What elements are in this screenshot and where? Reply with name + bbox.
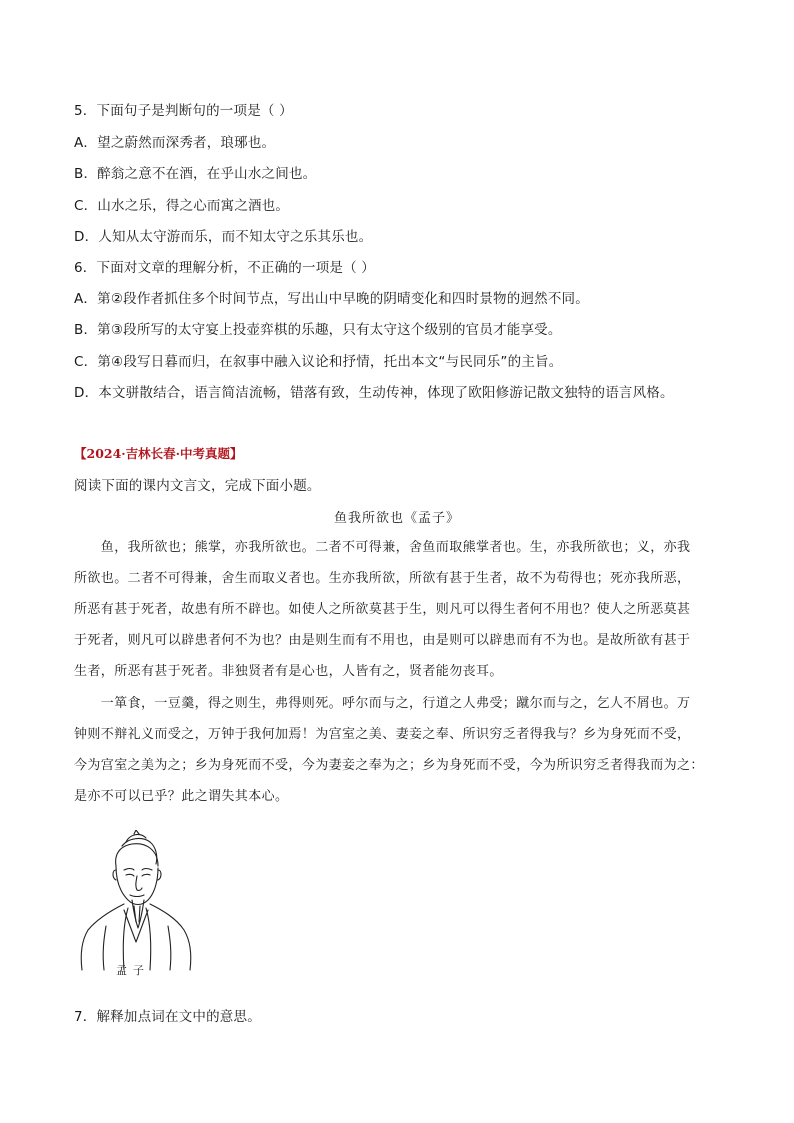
portrait-caption: 孟子 [116,964,150,977]
q6-option-c: C．第④段写日暮而归，在叙事中融入议论和抒情，托出本文“与民同乐”的主旨。 [74,354,563,370]
q7-stem: 7．解释加点词在文中的意思。 [74,1009,261,1025]
q6-option-b: B．第③段所写的太守宴上投壶弈棋的乐趣，只有太守这个级别的官员才能享受。 [74,322,562,338]
passage-line: 所欲也。二者不可得兼，舍生而取义者也。生亦我所欲，所欲有甚于生者，故不为苟得也；死亦我所恶， [74,571,691,586]
q5-option-d: D．人知从太守游而乐，而不知太守之乐其乐也。 [74,229,373,245]
q5-stem: 5．下面句子是判断句的一项是（ ） [74,103,293,119]
passage-line: 鱼，我所欲也；熊掌，亦我所欲也。二者不可得兼，舍鱼而取熊掌者也。生，亦我所欲也；义，亦我 [74,540,691,555]
section-tag: 【2024·吉林长春·中考真题】 [74,446,243,461]
q6-stem: 6．下面对文章的理解分析，不正确的一项是（ ） [74,260,375,276]
q5-option-c: C．山水之乐，得之心而寓之酒也。 [74,198,290,214]
passage-line: 钟则不辩礼义而受之，万钟于我何加焉！为宫室之美、妻妾之奉、所识穷乏者得我与？乡为身死而不受， [74,727,691,742]
passage-title: 鱼我所欲也《孟子》 [333,511,460,526]
reading-instruction: 阅读下面的课内文言文，完成下面小题。 [74,478,321,494]
q6-option-a: A．第②段作者抓住多个时间节点，写出山中早晚的阴晴变化和四时景物的迥然不同。 [74,291,589,307]
passage-line: 今为宫室之美为之；乡为身死而不受，今为妻妾之奉为之；乡为身死而不受，今为所识穷乏者得我而为之： [74,758,704,773]
q6-option-d: D．本文骈散结合，语言简洁流畅，错落有致，生动传神，体现了欧阳修游记散文独特的语言风格。 [74,385,674,401]
mencius-portrait-illustration [76,830,196,980]
q5-option-a: A．望之蔚然而深秀者，琅琊也。 [74,135,276,151]
passage-line: 是亦不可以已乎？此之谓失其本心。 [74,789,289,804]
passage-line: 生者，所恶有甚于死者。非独贤者有是心也，人皆有之，贤者能勿丧耳。 [74,664,503,679]
passage-line: 所恶有甚于死者，故患有所不辟也。如使人之所欲莫甚于生，则凡可以得生者何不用也？使人之所恶莫甚 [74,602,691,617]
passage-line: 于死者，则凡可以辟患者何不为也？由是则生而有不用也，由是则可以辟患而有不为也。是故所欲有甚于 [74,633,691,648]
q5-option-b: B．醉翁之意不在酒，在乎山水之间也。 [74,166,317,182]
passage-line: 一箪食，一豆羹，得之则生，弗得则死。呼尔而与之，行道之人弗受；蹴尔而与之，乞人不屑也。万 [74,696,691,711]
